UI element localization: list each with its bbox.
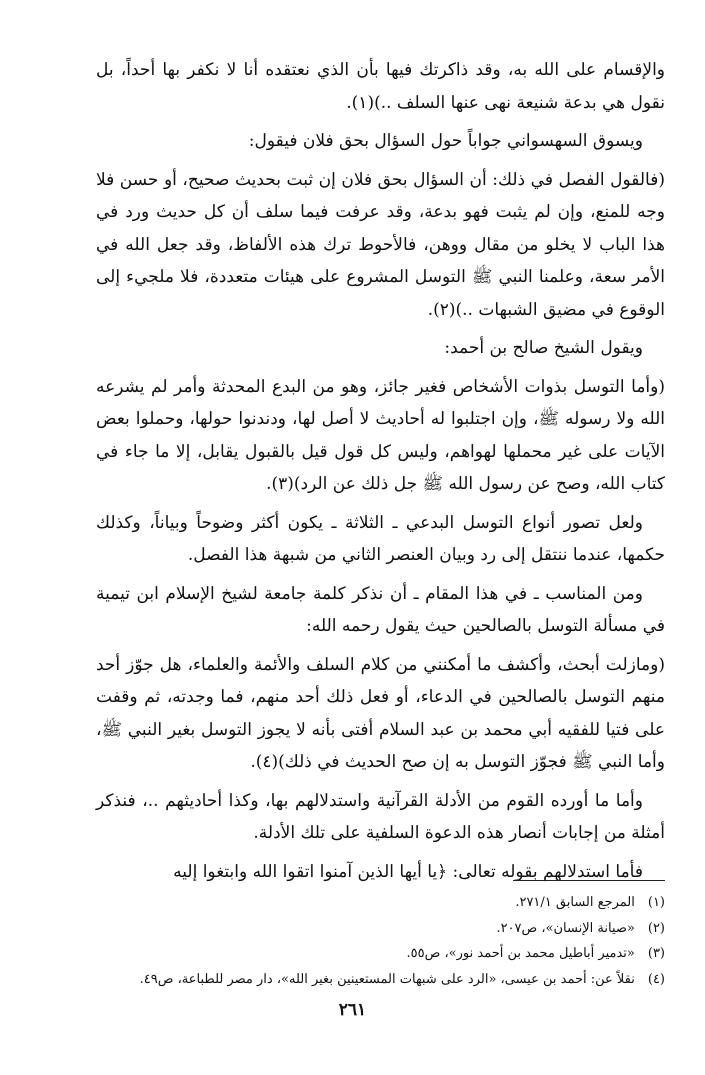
footnote-text: «صيانة الإنسان»، ص٢٠٧. [496, 920, 635, 936]
footnote-3 [96, 941, 665, 967]
paragraph-2: ويسوق السهسواني جواباً حول السؤال بحق فلان فيقول: [248, 131, 643, 151]
footnote-number: (٣) [647, 946, 665, 961]
paragraph-10: فأما استدلالهم بقوله تعالى: ﴿يا أيها الذين آمنوا اتقوا الله وابتغوا إليه [173, 861, 643, 882]
footnote-text: المرجع السابق ٢٧١/١. [515, 895, 635, 910]
paragraph-7: ومن المناسب ـ في هذا المقام ـ أن نذكر كلمة جامعة لشيخ الإسلام ابن تيمية في مسألة التوسل بالصالحين حيث يقول رحمه الله: [96, 583, 665, 636]
footnote-2 [96, 916, 665, 942]
paragraph-4: ويقول الشيخ صالح بن أحمد: [444, 338, 643, 358]
paragraph-6: ولعل تصور أنواع التوسل البدعي ـ الثلاثة ـ يكون أكثر وضوحاً وبياناً، وكذلك حكمها، عندما ننتقل إلى رد وبيان العنصر الثاني من شبهة هذا الفصل. [96, 512, 665, 565]
paragraph-8-quote: (ومازلت أبحث، وأكشف ما أمكنني من كلام السلف والأئمة والعلماء، هل جوّز أحد منهم التوسل بالصالحين في الدعاء، أو فعل ذلك أحد منهم، فما وجدته، ثم وقفت على فتيا للفقيه أبي محمد بن عبد السلام أفتى بأنه لا يجوز التوسل بغير النبي ﷺ، وأما النبي ﷺ فجوّز التوسل به إن صح الحديث في ذلك)(٤). [96, 654, 665, 772]
footnote-text: «تدمير أباطيل محمد بن أحمد نور»، ص٥٥. [406, 946, 635, 961]
footnote-separator [513, 880, 665, 881]
footnote-number: (٢) [647, 920, 665, 936]
paragraph-1: والإقسام على الله به، وقد ذاكرتك فيها بأن الذي نعتقده أنا لا نكفر بها أحداً، بل نقول هي بدعة شنيعة نهى عنها السلف ..)(١). [96, 60, 665, 113]
footnote-number: (٤) [647, 971, 665, 987]
footnote-4 [96, 967, 665, 993]
footnote-number: (١) [647, 895, 665, 910]
footnote-text: نقلاً عن: أحمد بن عيسى، «الرد على شبهات المستعينين بغير الله»، دار مصر للطباعة، ص٤٩. [139, 971, 635, 987]
page-number: ٢٦١ [338, 1000, 367, 1020]
paragraph-3-quote: (فالقول الفصل في ذلك: أن السؤال بحق فلان إن ثبت بحديث صحيح، أو حسن فلا وجه للمنع، وإن لم يثبت فهو بدعة، وقد عرفت فيما سلف أن كل حديث ورد في هذا الباب لا يخلو من مقال ووهن، فالأحوط ترك هذه الألفاظ، وقد جعل الله في الأمر سعة، وعلمنا النبي ﷺ التوسل المشروع على هيئات متعددة، فلا ملجيء إلى الوقوع في مضيق الشبهات ..)(٢). [96, 169, 665, 320]
paragraph-5-quote: (وأما التوسل بذوات الأشخاص فغير جائز، وهو من البدع المحدثة وأمر لم يشرعه الله ولا رسوله ﷺ، وإن اجتلبوا له أحاديث لا أصل لها، ودندنوا حولها، وحملوا بعض الآيات على غير محملها لهواهم، وليس كل قول قيل بالقبول يقابل، إلا ما جاء في كتاب الله، وصح عن رسول الله ﷺ جل ذلك عن الرد)(٣). [96, 376, 665, 494]
paragraph-9: وأما ما أورده القوم من الأدلة القرآنية واستدلالهم بها، وكذا أحاديثهم ..، فنذكر أمثلة من إجابات أنصار هذه الدعوة السلفية على تلك الأدلة. [96, 790, 665, 843]
main-text [96, 54, 665, 894]
footnotes [96, 890, 665, 992]
footnote-1 [96, 890, 665, 916]
